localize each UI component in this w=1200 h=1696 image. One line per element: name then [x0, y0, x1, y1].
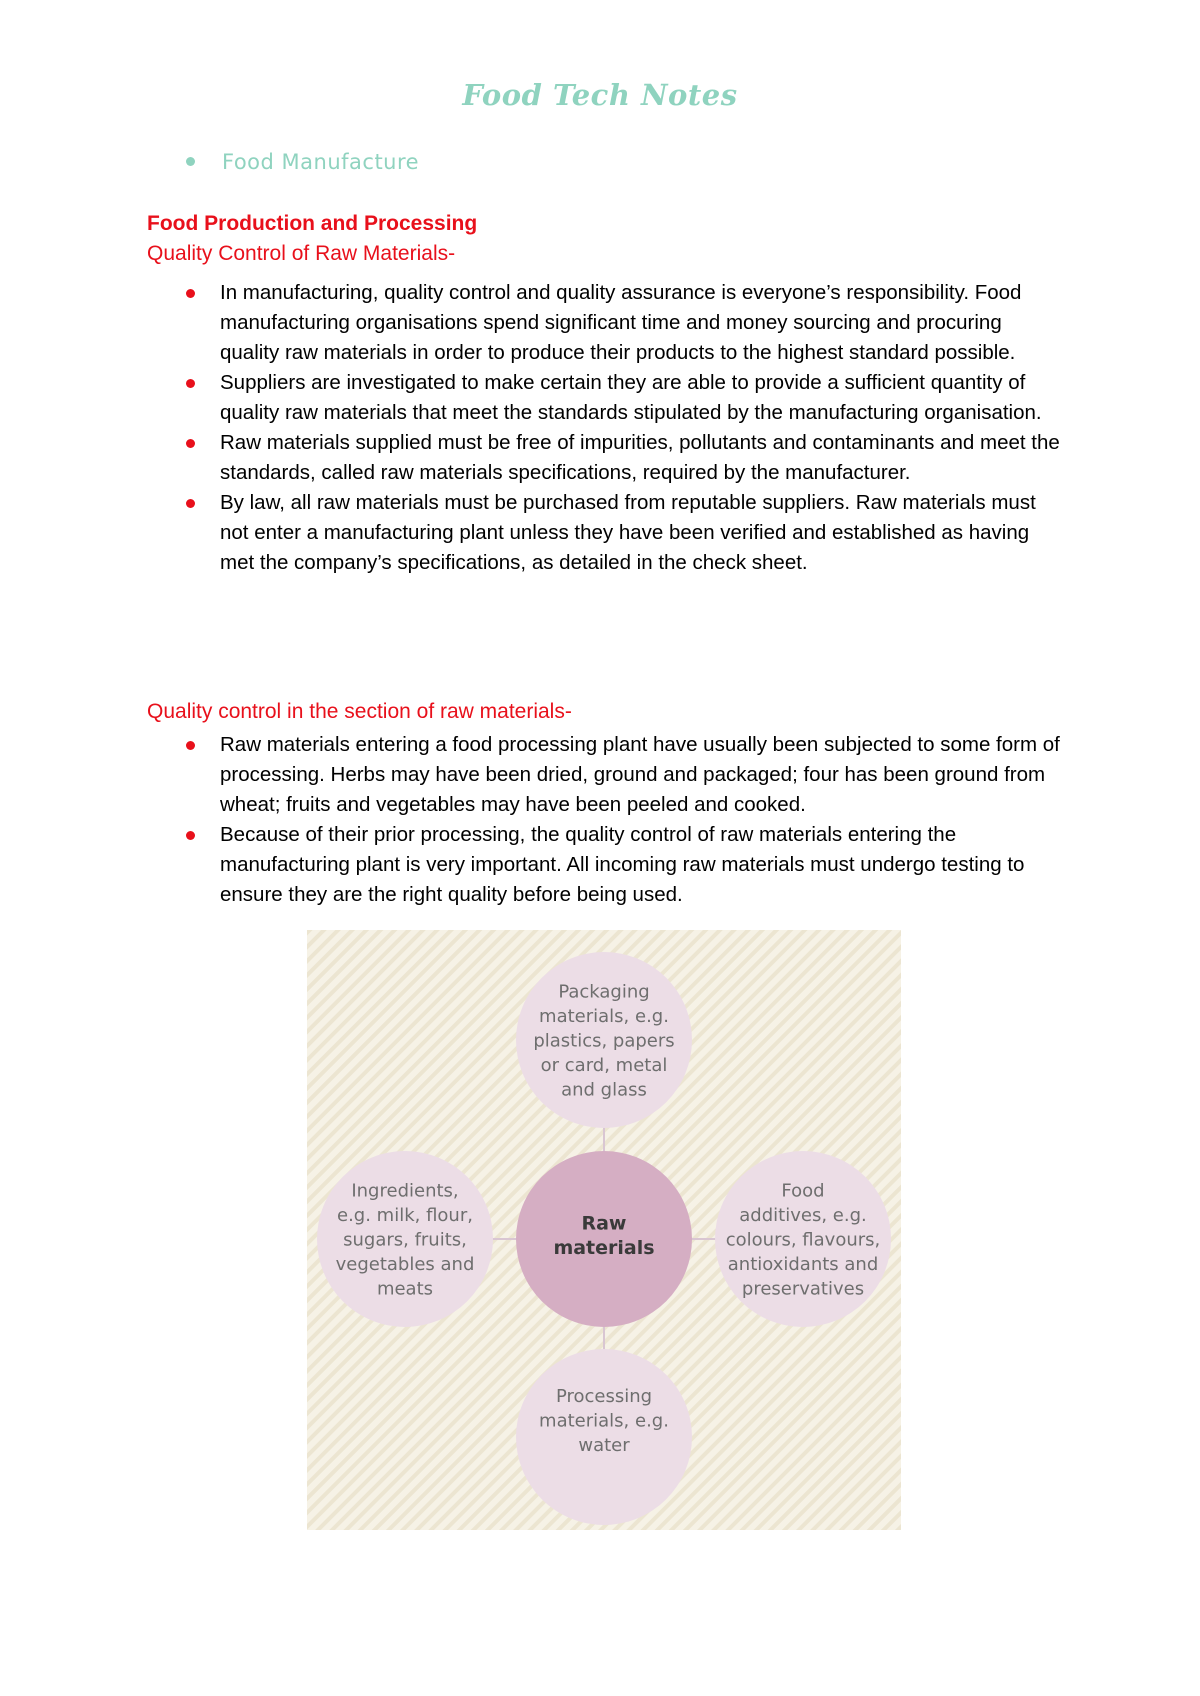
subsection-heading-2: Quality control in the section of raw materials-: [147, 700, 572, 723]
packaging-line: Packaging: [558, 981, 650, 1003]
packaging-line: materials, e.g.: [539, 1005, 669, 1027]
list-item-text: Suppliers are investigated to make certain they are able to provide a sufficient quantity of quality raw materials that meet the standards stipulated by the manufacturing organisation.: [220, 371, 1042, 424]
additives-line: additives, e.g.: [739, 1204, 867, 1226]
list-item: [186, 278, 1066, 368]
additives-line: colours, flavours,: [725, 1229, 881, 1251]
additives-line: Food: [781, 1180, 825, 1202]
additives-line: antioxidants and: [727, 1253, 879, 1275]
packaging-line: or card, metal: [540, 1054, 668, 1076]
list-item-text: By law, all raw materials must be purchased from reputable suppliers. Raw materials must not enter a manufacturing plant unless they have been verified and established as having met the company’s specifications, as detailed in the check sheet.: [220, 491, 1036, 574]
bullet-dot: [186, 439, 195, 448]
packaging-line: plastics, papers: [533, 1030, 675, 1052]
topic-bullet: [186, 157, 195, 166]
processing-line: Processing: [555, 1385, 653, 1407]
section-heading: Food Production and Processing: [147, 212, 478, 235]
ingredients-line: sugars, fruits,: [343, 1229, 467, 1251]
additives-line: preservatives: [741, 1278, 865, 1300]
ingredients-line: e.g. milk, flour,: [337, 1204, 473, 1226]
list-item-text: In manufacturing, quality control and quality assurance is everyone’s responsibility. Food manufacturing organisations spend significant time and money sourcing and procuring quality raw materials in order to produce their products to the highest standard possible.: [220, 281, 1022, 364]
list-item: [186, 730, 1066, 820]
bullet-dot: [186, 499, 195, 508]
list-item: [186, 820, 1066, 910]
bullet-dot: [186, 831, 195, 840]
bullet-list-1: [186, 278, 1066, 578]
bullet-dot: [186, 379, 195, 388]
ingredients-line: meats: [376, 1278, 434, 1300]
page-title: Food Tech Notes: [462, 78, 738, 112]
processing-line: water: [578, 1434, 630, 1456]
bullet-dot: [186, 741, 195, 750]
list-item-text: Raw materials supplied must be free of impurities, pollutants and contaminants and meet the standards, called raw materials specifications, required by the manufacturer.: [220, 431, 1060, 484]
processing-line: materials, e.g.: [539, 1410, 669, 1432]
topic-list: [186, 150, 419, 174]
raw-materials-line: materials: [553, 1236, 655, 1259]
list-item: [186, 488, 1066, 578]
list-item: [186, 428, 1066, 488]
ingredients-line: Ingredients,: [351, 1180, 459, 1202]
topic-item: Food Manufacture: [222, 150, 420, 174]
list-item-text: Raw materials entering a food processing plant have usually been subjected to some form of processing. Herbs may have been dried, ground and packaged; four has been ground from wheat; fruits and vegetables may have been peeled and cooked.: [220, 733, 1060, 816]
list-item-text: Because of their prior processing, the quality control of raw materials entering the manufacturing plant is very important. All incoming raw materials must undergo testing to ensure they are the right quality before being used.: [220, 823, 1025, 906]
ingredients-line: vegetables and: [335, 1253, 475, 1275]
bullet-dot: [186, 289, 195, 298]
raw-materials-line: Raw: [581, 1212, 627, 1235]
bullet-list-2: [186, 730, 1066, 910]
packaging-line: and glass: [561, 1079, 647, 1101]
subsection-heading-1: Quality Control of Raw Materials-: [147, 242, 456, 265]
list-item: [186, 368, 1066, 428]
raw-materials-diagram: [307, 930, 901, 1530]
